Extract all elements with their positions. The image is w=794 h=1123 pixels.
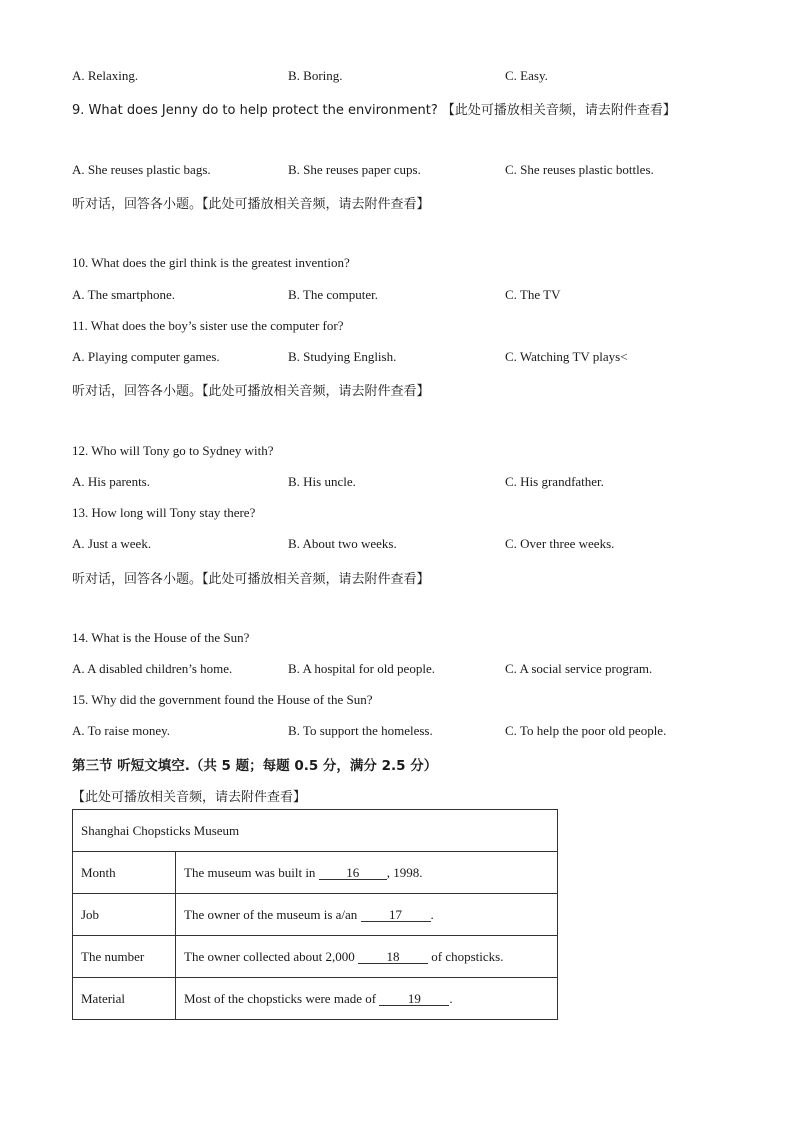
table-header: Shanghai Chopsticks Museum — [73, 810, 558, 852]
q11-option-b: B. Studying English. — [288, 349, 397, 364]
q9-option-b: B. She reuses paper cups. — [288, 162, 421, 177]
row-text-pre: The owner collected about 2,000 — [184, 948, 358, 964]
row-content — [176, 978, 558, 1020]
q12-option-c: C. His grandfather. — [505, 474, 604, 489]
dialog-prompt: 听对话，回答各小题。【此处可播放相关音频，请去附件查看】 — [72, 197, 430, 212]
q10-option-a: A. The smartphone. — [72, 287, 176, 302]
q10-option-c: C. The TV — [505, 287, 561, 302]
row-content — [176, 936, 558, 978]
q10-options — [72, 287, 712, 305]
q13-option-c: C. Over three weeks. — [505, 536, 615, 551]
table-row — [73, 894, 558, 936]
q15-option-c: C. To help the poor old people. — [505, 723, 667, 738]
dialog-prompt: 听对话，回答各小题。【此处可播放相关音频，请去附件查看】 — [72, 384, 430, 399]
row-content — [176, 894, 558, 936]
section3-title: 第三节 听短文填空.（共 5 题；每题 0.5 分，满分 2.5 分） — [72, 758, 438, 774]
q9-options — [72, 162, 712, 180]
q13-options — [72, 536, 712, 554]
row-label: The number — [73, 936, 176, 978]
museum-table — [72, 809, 558, 1020]
table-header-row — [73, 810, 558, 852]
q14-options — [72, 661, 712, 679]
q15-options — [72, 723, 712, 741]
q14-question: 14. What is the House of the Sun? — [72, 630, 250, 645]
q12-option-a: A. His parents. — [72, 474, 150, 489]
q13-question: 13. How long will Tony stay there? — [72, 505, 256, 520]
q15-option-b: B. To support the homeless. — [288, 723, 433, 738]
q11-question: 11. What does the boy’s sister use the computer for? — [72, 318, 344, 333]
q8-option-b: B. Boring. — [288, 68, 343, 83]
q9-question: 9. What does Jenny do to help protect the environment? 【此处可播放相关音频，请去附件查看】 — [72, 103, 676, 118]
q12-options — [72, 474, 712, 492]
row-text-pre: Most of the chopsticks were made of — [184, 990, 380, 1006]
q14-option-b: B. A hospital for old people. — [288, 661, 435, 676]
q8-option-a: A. Relaxing. — [72, 68, 139, 83]
answer-blank-18: 18 — [358, 950, 428, 964]
row-label: Material — [73, 978, 176, 1020]
q12-option-b: B. His uncle. — [288, 474, 356, 489]
row-label: Job — [73, 894, 176, 936]
q9-option-a: A. She reuses plastic bags. — [72, 162, 211, 177]
dialog-prompt: 听对话，回答各小题。【此处可播放相关音频，请去附件查看】 — [72, 572, 430, 587]
table-row — [73, 852, 558, 894]
answer-blank-17: 17 — [361, 908, 431, 922]
q10-question: 10. What does the girl think is the greatest invention? — [72, 255, 350, 270]
row-text-post: . — [430, 906, 434, 922]
q14-option-a: A. A disabled children’s home. — [72, 661, 233, 676]
table-row — [73, 936, 558, 978]
q8-options — [72, 68, 712, 86]
q13-option-b: B. About two weeks. — [288, 536, 397, 551]
row-label: Month — [73, 852, 176, 894]
row-text-post: , 1998. — [386, 864, 423, 880]
q13-option-a: A. Just a week. — [72, 536, 152, 551]
row-text-post: . — [449, 990, 453, 1006]
q15-option-a: A. To raise money. — [72, 723, 171, 738]
table-row — [73, 978, 558, 1020]
row-content — [176, 852, 558, 894]
q11-option-c: C. Watching TV plays< — [505, 349, 628, 364]
row-text-post: of chopsticks. — [428, 948, 504, 964]
row-text-pre: The owner of the museum is a/an — [184, 906, 361, 922]
answer-blank-19: 19 — [379, 992, 449, 1006]
q11-option-a: A. Playing computer games. — [72, 349, 220, 364]
q15-question: 15. Why did the government found the House of the Sun? — [72, 692, 373, 707]
answer-blank-16: 16 — [319, 866, 387, 880]
row-text-pre: The museum was built in — [184, 864, 319, 880]
q14-option-c: C. A social service program. — [505, 661, 653, 676]
section3-audio-note: 【此处可播放相关音频，请去附件查看】 — [72, 790, 307, 805]
q10-option-b: B. The computer. — [288, 287, 379, 302]
q12-question: 12. Who will Tony go to Sydney with? — [72, 443, 274, 458]
q11-options — [72, 349, 712, 367]
q9-option-c: C. She reuses plastic bottles. — [505, 162, 654, 177]
q8-option-c: C. Easy. — [505, 68, 548, 83]
